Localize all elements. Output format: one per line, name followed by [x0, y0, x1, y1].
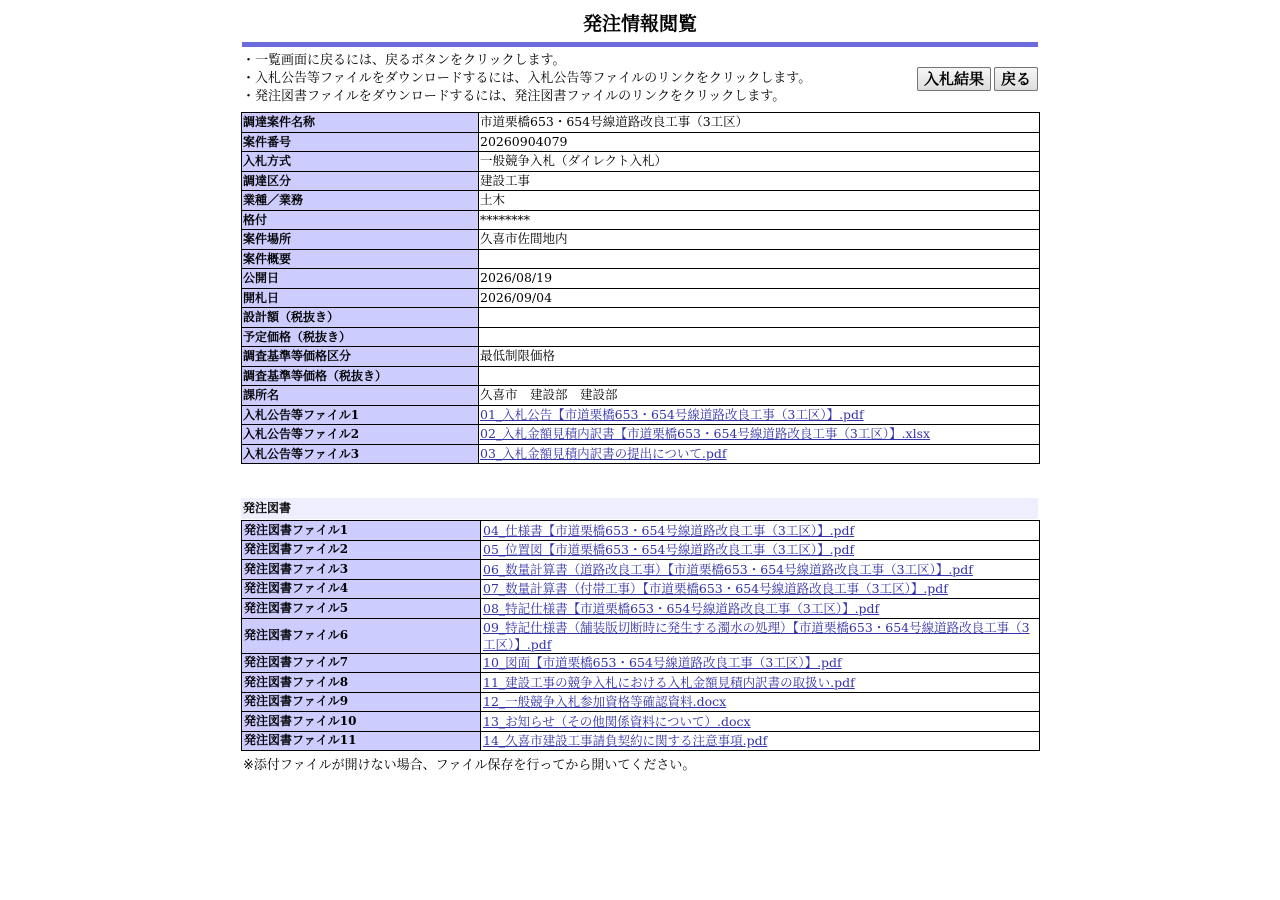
- info-row: [242, 249, 1040, 269]
- order-doc-file-link[interactable]: 08_特記仕様書【市道栗橋653・654号線道路改良工事（3工区）】.pdf: [483, 600, 880, 616]
- info-row: [242, 132, 1040, 152]
- order-doc-cell: [481, 673, 1040, 693]
- info-value: 最低制限価格: [479, 347, 1040, 367]
- order-doc-row: [242, 540, 1040, 560]
- footnote: ※添付ファイルが開けない場合、ファイル保存を行ってから開いてください。: [243, 758, 696, 773]
- order-doc-cell: [481, 521, 1040, 541]
- info-value: ********: [479, 210, 1040, 230]
- title-divider: [242, 42, 1038, 47]
- info-value: 20260904079: [479, 132, 1040, 152]
- order-doc-row: [242, 692, 1040, 712]
- order-doc-file-link[interactable]: 10_図面【市道栗橋653・654号線道路改良工事（3工区）】.pdf: [483, 655, 842, 671]
- order-doc-cell: [481, 731, 1040, 751]
- order-doc-label: 発注図書ファイル10: [242, 712, 481, 732]
- info-row: [242, 308, 1040, 328]
- info-label: 業種／業務: [242, 191, 479, 211]
- info-label: 入札公告等ファイル1: [242, 405, 479, 425]
- order-doc-cell: [481, 618, 1040, 653]
- info-label: 案件番号: [242, 132, 479, 152]
- info-row: [242, 269, 1040, 289]
- info-row: [242, 113, 1040, 133]
- info-value: 2026/08/19: [479, 269, 1040, 289]
- instruction-item: ・発注図書ファイルをダウンロードするには、発注図書ファイルのリンクをクリックします。: [242, 89, 786, 104]
- order-doc-label: 発注図書ファイル8: [242, 673, 481, 693]
- info-row: [242, 327, 1040, 347]
- info-row: [242, 152, 1040, 172]
- info-value: 市道栗橋653・654号線道路改良工事（3工区）: [479, 113, 1040, 133]
- info-label: 調査基準等価格区分: [242, 347, 479, 367]
- info-label: 調達案件名称: [242, 113, 479, 133]
- info-label: 公開日: [242, 269, 479, 289]
- info-value: [479, 249, 1040, 269]
- info-row: [242, 347, 1040, 367]
- info-row: [242, 444, 1040, 464]
- order-doc-cell: [481, 712, 1040, 732]
- order-doc-file-link[interactable]: 09_特記仕様書（舗装版切断時に発生する濁水の処理）【市道栗橋653・654号線道路改良工事（3工区）】.pdf: [483, 619, 1030, 652]
- info-label: 予定価格（税抜き）: [242, 327, 479, 347]
- info-value: 一般競争入札（ダイレクト入札）: [479, 152, 1040, 172]
- order-doc-label: 発注図書ファイル11: [242, 731, 481, 751]
- order-doc-file-link[interactable]: 04_仕様書【市道栗橋653・654号線道路改良工事（3工区）】.pdf: [483, 522, 855, 538]
- order-docs-table: [241, 520, 1040, 751]
- info-label: 入札公告等ファイル2: [242, 425, 479, 445]
- action-buttons: [917, 67, 1038, 91]
- bid-result-button[interactable]: 入札結果: [917, 67, 991, 91]
- info-value: [479, 405, 1040, 425]
- info-label: 案件概要: [242, 249, 479, 269]
- page-container: [241, 0, 1039, 773]
- order-doc-file-link[interactable]: 07_数量計算書（付帯工事）【市道栗橋653・654号線道路改良工事（3工区）】.pdf: [483, 581, 948, 597]
- info-label: 入札公告等ファイル3: [242, 444, 479, 464]
- order-doc-cell: [481, 653, 1040, 673]
- order-doc-row: [242, 579, 1040, 599]
- info-label: 開札日: [242, 288, 479, 308]
- order-doc-label: 発注図書ファイル1: [242, 521, 481, 541]
- info-label: 課所名: [242, 386, 479, 406]
- info-row: [242, 366, 1040, 386]
- order-doc-label: 発注図書ファイル9: [242, 692, 481, 712]
- info-value: [479, 308, 1040, 328]
- order-doc-label: 発注図書ファイル7: [242, 653, 481, 673]
- order-doc-cell: [481, 579, 1040, 599]
- bid-notice-file-link[interactable]: 01_入札公告【市道栗橋653・654号線道路改良工事（3工区）】.pdf: [480, 406, 864, 422]
- order-doc-cell: [481, 560, 1040, 580]
- info-label: 入札方式: [242, 152, 479, 172]
- order-doc-row: [242, 673, 1040, 693]
- order-doc-row: [242, 521, 1040, 541]
- order-doc-label: 発注図書ファイル5: [242, 599, 481, 619]
- info-value: 2026/09/04: [479, 288, 1040, 308]
- project-info-table: [241, 112, 1040, 464]
- info-row: [242, 210, 1040, 230]
- info-value: 久喜市佐間地内: [479, 230, 1040, 250]
- info-label: 調達区分: [242, 171, 479, 191]
- info-value: [479, 366, 1040, 386]
- order-doc-row: [242, 560, 1040, 580]
- instruction-item: ・入札公告等ファイルをダウンロードするには、入札公告等ファイルのリンクをクリックします。: [242, 71, 812, 86]
- back-button[interactable]: 戻る: [994, 67, 1038, 91]
- bid-notice-file-link[interactable]: 03_入札金額見積内訳書の提出について.pdf: [480, 445, 727, 461]
- info-value: [479, 444, 1040, 464]
- order-doc-cell: [481, 692, 1040, 712]
- order-doc-label: 発注図書ファイル6: [242, 618, 481, 653]
- bid-notice-file-link[interactable]: 02_入札金額見積内訳書【市道栗橋653・654号線道路改良工事（3工区）】.xlsx: [480, 426, 931, 442]
- order-doc-cell: [481, 599, 1040, 619]
- order-doc-file-link[interactable]: 13_お知らせ（その他関係資料について）.docx: [483, 713, 751, 729]
- order-doc-row: [242, 731, 1040, 751]
- info-value: 土木: [479, 191, 1040, 211]
- info-row: [242, 386, 1040, 406]
- info-value: 久喜市 建設部 建設部: [479, 386, 1040, 406]
- info-row: [242, 191, 1040, 211]
- instruction-item: ・一覧画面に戻るには、戻るボタンをクリックします。: [242, 53, 566, 68]
- order-doc-file-link[interactable]: 05_位置図【市道栗橋653・654号線道路改良工事（3工区）】.pdf: [483, 542, 855, 558]
- info-value: [479, 327, 1040, 347]
- instructions: [241, 52, 1039, 112]
- info-label: 格付: [242, 210, 479, 230]
- order-doc-row: [242, 618, 1040, 653]
- info-value: [479, 425, 1040, 445]
- order-doc-file-link[interactable]: 12_一般競争入札参加資格等確認資料.docx: [483, 694, 727, 710]
- order-doc-file-link[interactable]: 06_数量計算書（道路改良工事）【市道栗橋653・654号線道路改良工事（3工区）】.pdf: [483, 561, 973, 577]
- order-doc-row: [242, 712, 1040, 732]
- order-doc-row: [242, 653, 1040, 673]
- page-title: 発注情報閲覧: [582, 13, 697, 35]
- info-label: 案件場所: [242, 230, 479, 250]
- info-row: [242, 425, 1040, 445]
- order-doc-label: 発注図書ファイル3: [242, 560, 481, 580]
- order-docs-header: 発注図書: [241, 498, 1038, 519]
- info-row: [242, 230, 1040, 250]
- order-doc-row: [242, 599, 1040, 619]
- order-doc-file-link[interactable]: 14_久喜市建設工事請負契約に関する注意事項.pdf: [483, 733, 768, 749]
- info-row: [242, 288, 1040, 308]
- info-label: 設計額（税抜き）: [242, 308, 479, 328]
- info-row: [242, 405, 1040, 425]
- info-row: [242, 171, 1040, 191]
- order-doc-label: 発注図書ファイル2: [242, 540, 481, 560]
- info-label: 調査基準等価格（税抜き）: [242, 366, 479, 386]
- order-doc-label: 発注図書ファイル4: [242, 579, 481, 599]
- order-doc-file-link[interactable]: 11_建設工事の競争入札における入札金額見積内訳書の取扱い.pdf: [483, 674, 855, 690]
- order-doc-cell: [481, 540, 1040, 560]
- info-value: 建設工事: [479, 171, 1040, 191]
